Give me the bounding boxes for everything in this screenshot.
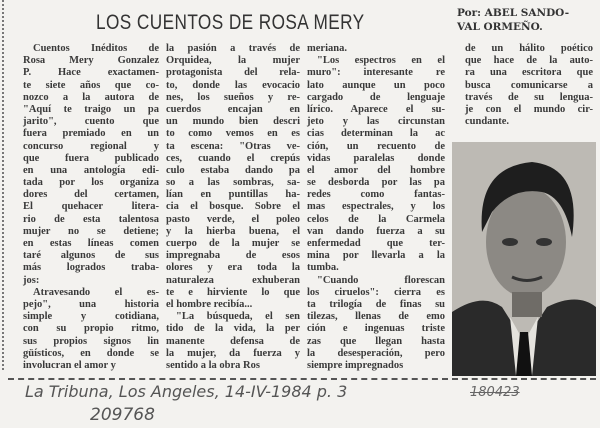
article-text-line: con su propio ritmo,: [23, 323, 159, 335]
handwritten-code: 209768: [90, 405, 155, 425]
article-text-line: "Aquí te traigo un pa: [23, 103, 159, 115]
article-text-line: jeto y las circunstan: [307, 116, 445, 128]
article-text-line: meriana.: [307, 43, 347, 54]
article-text-line: impregnaba de esos: [166, 250, 300, 262]
article-text-line: muro": interesante re: [307, 67, 445, 79]
article-text-line: Atravesando el es-: [33, 286, 159, 298]
article-text-line: zas que llegan hasta: [307, 335, 445, 347]
article-column-4: [465, 43, 593, 128]
column-divider-rule: [452, 378, 596, 380]
article-text-line: ra una escritora que: [465, 67, 593, 79]
article-text-line: culo estaba dando pa: [166, 164, 300, 176]
article-text-line: cias determinan la ac: [307, 128, 445, 140]
article-text-line: enfermedad que ter-: [307, 238, 445, 249]
article-text-line: ces, cuando el crepús: [166, 152, 300, 164]
article-text-line: ta escena: "Otras ve-: [166, 140, 300, 152]
article-text-line: la pasión a través de: [166, 43, 300, 54]
article-text-line: simple y cotidiana,: [23, 311, 159, 323]
article-text-line: la mujer, da fuerza y: [166, 347, 300, 359]
article-text-line: güísticos, en donde se: [23, 347, 159, 359]
article-text-line: sus propios signos lin: [23, 335, 159, 347]
article-text-line: jos:: [23, 274, 40, 286]
byline-line: VAL ORMEÑO.: [457, 21, 543, 33]
article-text-line: la desesperación, pero: [307, 347, 445, 359]
article-text-line: lírico. Aparece el su-: [307, 103, 445, 115]
article-text-line: en una antología edi-: [23, 164, 159, 176]
article-text-line: pasto verde, el poleo: [166, 213, 300, 225]
article-text-line: celos de la Carmela: [307, 213, 445, 225]
article-text-line: "Cuando florescan: [317, 274, 445, 286]
article-text-line: so a las sombras, sa-: [166, 177, 300, 189]
article-text-line: lían en puntillas ha-: [166, 189, 300, 201]
article-text-line: el amor del hombre: [307, 164, 445, 176]
article-text-line: un mundo bien descri: [166, 116, 300, 128]
article-text-line: van dando fuerza a su: [307, 225, 445, 237]
byline-line: Por: ABEL SANDO-: [457, 7, 570, 19]
article-text-line: se desborda por las pa: [307, 177, 445, 189]
article-text-line: cargado de lenguaje: [307, 91, 445, 103]
article-text-line: mujer no se detiene;: [23, 225, 159, 237]
article-text-line: rio de esta talentosa: [23, 213, 159, 225]
article-text-line: tilezas, llenas de emo: [307, 311, 445, 323]
article-byline: [457, 6, 597, 34]
article-text-line: busca comunicarse a: [465, 79, 593, 91]
article-text-line: lato aunque un poco: [307, 79, 445, 91]
article-text-line: cundante.: [465, 116, 510, 128]
author-portrait-photo: [452, 142, 596, 376]
portrait-image: [452, 142, 596, 376]
article-text-line: concurso regional y: [23, 140, 159, 152]
article-text-line: te siete años que co-: [23, 79, 159, 91]
article-text-line: P. Hace exactamen-: [23, 67, 159, 79]
article-text-line: tido de la vida, la per: [166, 323, 300, 335]
article-text-line: cuerpo de la mujer se: [166, 238, 300, 249]
article-text-line: Rosa Mery Gonzalez: [23, 55, 159, 67]
article-text-line: en estas líneas comen: [23, 238, 159, 249]
article-text-line: cuerdos encajan en: [166, 103, 300, 115]
article-text-line: ta trilogía de finas su: [307, 298, 445, 310]
article-text-line: nozco a la autora de: [23, 91, 159, 103]
article-title: LOS CUENTOS DE ROSA MERY: [96, 11, 365, 34]
article-text-line: Orquidea, la mujer: [166, 55, 300, 67]
article-text-line: que hace de la auto-: [465, 55, 593, 67]
article-text-line: Cuentos Inéditos de: [33, 43, 159, 54]
article-text-line: siempre impregnados: [307, 359, 404, 371]
article-text-line: cia el bosque. Sobre el: [166, 201, 300, 213]
article-text-line: naturaleza exhuberan: [166, 274, 300, 286]
article-text-line: que fuera publicado: [23, 152, 159, 164]
article-text-line: taré algunos de sus: [23, 250, 159, 262]
article-text-line: manente defensa de: [166, 335, 300, 347]
article-text-line: "Los espectros en el: [317, 55, 445, 67]
article-text-line: los ciruelos": cierra es: [307, 286, 445, 298]
catalog-stamp: 180423: [470, 385, 520, 400]
article-text-line: olores y era toda la: [166, 262, 300, 274]
article-text-line: más logrados traba-: [23, 262, 159, 274]
clipping-torn-edge: [2, 0, 8, 370]
article-text-line: "La búsqueda, el sen: [176, 311, 300, 323]
handwritten-source-note: La Tribuna, Los Angeles, 14-IV-1984 p. 3: [25, 382, 348, 401]
article-text-line: mas espectrales, y los: [307, 201, 445, 213]
article-text-line: ción e ingenuas triste: [307, 323, 445, 335]
article-text-line: je con el mundo cir-: [465, 103, 593, 115]
article-text-line: te e hirviente lo que: [166, 286, 300, 298]
article-text-line: to, donde las evocacio: [166, 79, 300, 91]
article-text-line: ción, un recuento de: [307, 140, 445, 152]
article-text-line: el hombre recibía...: [166, 298, 253, 310]
article-text-line: involucran el amor y: [23, 359, 116, 371]
article-column-3: [307, 43, 445, 372]
article-text-line: fuera premiado en un: [23, 128, 159, 140]
article-text-line: redes como fantas-: [307, 189, 445, 201]
article-text-line: El quehacer litera-: [23, 201, 159, 213]
article-text-line: mina por llevarla a la: [307, 250, 445, 262]
article-text-line: protagonista del rela-: [166, 67, 300, 79]
article-text-line: y la hierba buena, el: [166, 225, 300, 237]
article-text-line: de un hálito poético: [465, 43, 593, 54]
article-text-line: jarito", cuento que: [23, 116, 159, 128]
article-text-line: dores del certamen,: [23, 189, 159, 201]
article-text-line: tumba.: [307, 262, 339, 274]
column-divider-rule: [8, 378, 448, 380]
article-text-line: nes, los sueños y re-: [166, 91, 300, 103]
article-text-line: tada por los organiza: [23, 177, 159, 189]
article-text-line: sentido a la obra Ros: [166, 359, 260, 371]
article-text-line: través de su lengua-: [465, 91, 593, 103]
article-text-line: pejo", una historia: [23, 298, 159, 310]
article-text-line: vidas paralelas donde: [307, 152, 445, 164]
article-column-2: [166, 43, 300, 372]
article-text-line: to como vemos en es: [166, 128, 300, 140]
article-column-1: [23, 43, 159, 372]
